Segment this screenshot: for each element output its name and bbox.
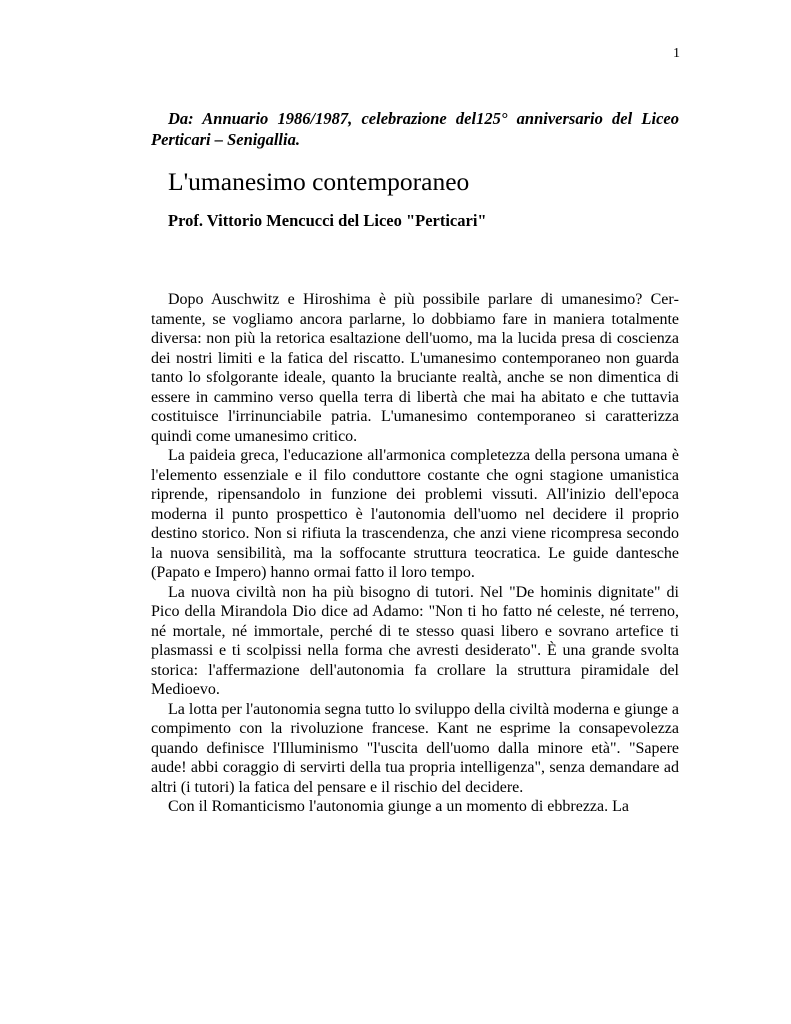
body-paragraph: Con il Romanticismo l'autonomia giunge a un momento di ebbrezza. La bbox=[168, 798, 629, 815]
body-paragraph: Dopo Auschwitz e Hiroshima è più possibile parlare di umanesimo? Certamente, se vogliamo ancora parlarne, lo dobbiamo fare in maniera totalmente diversa: non più la retorica esaltazione dell'uomo, ma la lucida presa di coscienza dei nostri limiti e la fatica del riscatto. L'umanesimo contemporaneo non guarda tanto lo sfolgorante ideale, quanto la bruciante realtà, anche se non dimentica di essere in cammino verso quella terra di libertà che mai ha abitato e che tuttavia costituisce l'irrinunciabile patria. L'umanesimo contemporaneo si caratterizza quindi come umanesimo critico. bbox=[151, 291, 679, 445]
article-author: Prof. Vittorio Mencucci del Liceo "Perticari" bbox=[168, 211, 487, 230]
article-body bbox=[151, 290, 679, 817]
body-paragraph: La lotta per l'autonomia segna tutto lo sviluppo della civiltà moderna e giunge a compimento con la rivoluzione francese. Kant ne esprime la consapevolezza quando definisce l'Illuminismo "l'uscita dell'uomo dalla minore età". "Sapere aude! abbi coraggio di servirti della tua propria intelligenza", senza demandare ad altri (i tutori) la fatica del pensare e il rischio del decidere. bbox=[151, 700, 679, 796]
body-paragraph: La nuova civiltà non ha più bisogno di tutori. Nel "De hominis dignitate" di Pico della Mirandola Dio dice ad Adamo: "Non ti ho fatto né celeste, né terreno, né mortale, né immortale, perché di te stesso quasi libero e sovrano artefice ti plasmassi e ti scolpissi nella forma che avresti desiderato". È una grande svolta storica: l'affermazione dell'autonomia fa crollare la struttura piramidale del Medioevo. bbox=[151, 583, 679, 698]
page-number: 1 bbox=[673, 46, 680, 61]
body-paragraph: La paideia greca, l'educazione all'armonica completezza della persona umana è l'elemento essenziale e il filo conduttore costante che ogni stagione umanistica riprende, ripensandolo in funzione dei problemi vissuti. All'inizio dell'epoca moderna il punto prospettico è l'autonomia dell'uomo nel decidere il proprio destino storico. Non si rifiuta la trascendenza, che anzi viene ricompresa secondo la nuova sensibilità, ma la soffocante struttura teocratica. Le guide dantesche (Papato e Impero) hanno ormai fatto il loro tempo. bbox=[151, 447, 679, 581]
source-note: Da: Annuario 1986/1987, celebrazione del125° anniversario del Liceo Perticari – Senigallia. bbox=[151, 109, 679, 149]
article-title: L'umanesimo contemporaneo bbox=[168, 167, 470, 196]
